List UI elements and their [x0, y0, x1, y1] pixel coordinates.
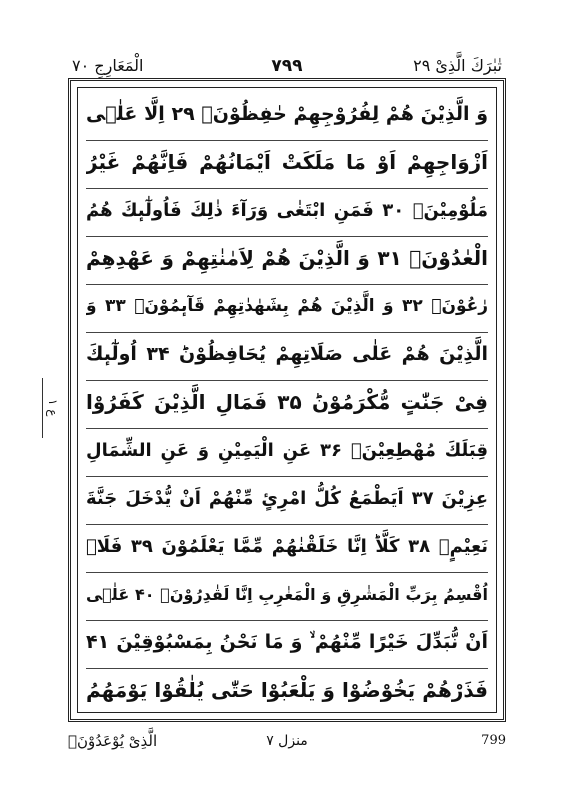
verse-text: الْعٰدُوْنَۚ ۳۱ وَ الَّذِیْنَ هُمْ لِاَمٰنٰتِهِمْ وَ عَهْدِهِمْ [86, 245, 488, 270]
page-number: 799 [481, 733, 506, 748]
verse-text: مَلُوْمِیْنَۚ ۳۰ فَمَنِ ابْتَغٰی وَرَآءَ ذٰلِكَ فَاُولٰٓىٕكَ هُمُ [86, 199, 488, 221]
text-line-6 [86, 328, 488, 381]
text-line-2 [86, 136, 488, 189]
page-footer [68, 728, 506, 768]
text-line-5 [86, 280, 488, 333]
ruku-marker [42, 378, 63, 438]
text-line-7 [86, 376, 488, 429]
text-line-9 [86, 472, 488, 525]
verse-text: فِیْ جَنّٰتٍ مُّكْرَمُوْنَؕ ۳۵ فَمَالِ الَّذِیْنَ كَفَرُوْا [86, 389, 488, 414]
verse-text: الَّذِیْنَ هُمْ عَلٰی صَلَاتِهِمْ یُحَافِظُوْنَؕ ۳۴ اُولٰٓىٕكَ [86, 342, 488, 365]
text-line-12 [86, 616, 488, 669]
ruku-marker-text: ع ۱ [46, 399, 60, 417]
manzil-label: منزل ۷ [266, 733, 308, 749]
text-line-1 [86, 88, 488, 141]
text-frame [68, 78, 506, 722]
text-line-10 [86, 520, 488, 573]
verse-text: نَعِیْمٍۙ ۳۸ كَلَّاؕ اِنَّا خَلَقْنٰهُمْ مِّمَّا یَعْلَمُوْنَ ۳۹ فَلَاۤ [86, 535, 488, 557]
text-frame-inner [77, 87, 497, 713]
juz-title: تٰبٰرَكَ الَّذِیْ ۲۹ [413, 56, 502, 75]
verse-text: اَنْ نُّبَدِّلَ خَیْرًا مِّنْهُمْ ۙ وَ مَا نَحْنُ بِمَسْبُوْقِیْنَ ۴۱ [86, 630, 488, 653]
text-line-8 [86, 424, 488, 477]
text-line-13 [86, 664, 488, 717]
verse-text: عِزِیْنَ ۳۷ اَیَطْمَعُ كُلُّ امْرِئٍ مِّنْهُمْ اَنْ یُّدْخَلَ جَنَّةَ [86, 487, 488, 509]
verse-text: اَزْوَاجِهِمْ اَوْ مَا مَلَكَتْ اَیْمَانُهُمْ فَاِنَّهُمْ غَیْرُ [86, 149, 488, 174]
surah-title: الْمَعَارِجِ ۷۰ [72, 56, 144, 75]
catchword: الَّذِیْ یُوْعَدُوْنَۙ [68, 732, 158, 750]
verse-text: قِبَلَكَ مُهْطِعِیْنَۙ ۳۶ عَنِ الْیَمِیْنِ وَ عَنِ الشِّمَالِ [86, 439, 488, 461]
text-line-11 [86, 568, 488, 621]
verse-text: رٰعُوْنَۙ ۳۲ وَ الَّذِیْنَ هُمْ بِشَهٰدٰتِهِمْ قَآىٕمُوْنَۙ ۳۳ وَ [86, 295, 488, 316]
page-number-arabic: ۷۹۹ [271, 56, 303, 76]
text-line-4 [86, 232, 488, 285]
verse-text: اُقْسِمُ بِرَبِّ الْمَشٰرِقِ وَ الْمَغٰرِبِ اِنَّا لَقٰدِرُوْنَۙ ۴۰ عَلٰۤی [86, 584, 488, 604]
text-line-3 [86, 184, 488, 237]
verse-text: وَ الَّذِیْنَ هُمْ لِفُرُوْجِهِمْ حٰفِظُوْنَۙ ۲۹ اِلَّا عَلٰۤی [86, 102, 488, 125]
verse-text: فَذَرْهُمْ یَخُوْضُوْا وَ یَلْعَبُوْا حَتّٰی یُلٰقُوْا یَوْمَهُمُ [86, 678, 488, 702]
page-header [68, 56, 506, 78]
